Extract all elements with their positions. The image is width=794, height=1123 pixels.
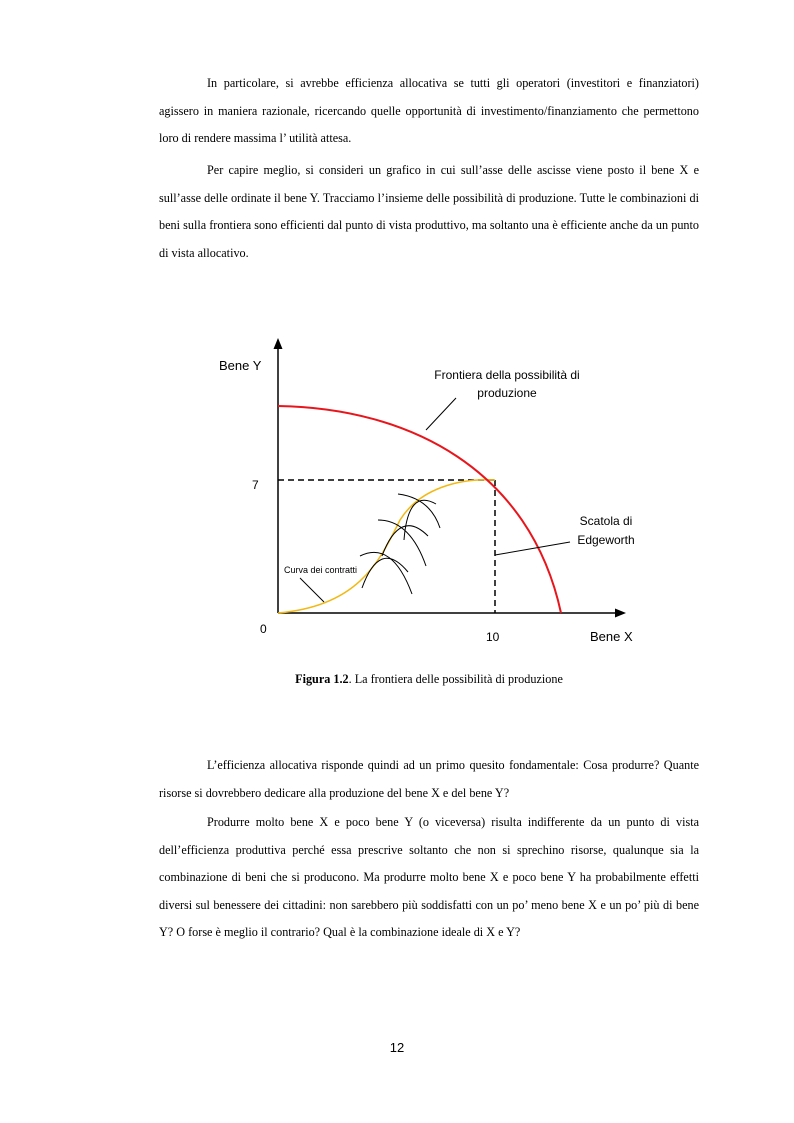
origin-label: 0 <box>260 622 267 636</box>
y-axis-label: Bene Y <box>219 358 262 373</box>
figure-caption <box>159 672 699 687</box>
box-label-line1: Scatola di <box>579 514 633 528</box>
x-tick-label: 10 <box>486 630 500 644</box>
indifference-curves <box>360 494 440 594</box>
caption-label: Figura 1.2 <box>295 672 349 686</box>
box-leader <box>495 542 570 555</box>
frontier-leader <box>426 398 456 430</box>
x-axis-arrow <box>615 609 626 618</box>
contract-leader <box>300 578 324 602</box>
page-number: 12 <box>389 1040 405 1055</box>
frontier-label-line1: Frontiera della possibilità di <box>434 368 580 382</box>
contract-curve-label: Curva dei contratti <box>284 565 358 575</box>
paragraph-3: L’efficienza allocativa risponde quindi ad un primo quesito fondamentale: Cosa produrre? Quante risorse si dovrebbero dedicare alla produzione del bene X e del bene Y? <box>159 758 699 800</box>
x-axis-label: Bene X <box>590 629 633 644</box>
box-label-line2: Edgeworth <box>577 533 635 547</box>
y-tick-label: 7 <box>252 478 259 492</box>
frontier-label-line2: produzione <box>477 386 537 400</box>
frontier-curve <box>278 406 561 613</box>
paragraph-4: Produrre molto bene X e poco bene Y (o viceversa) risulta indifferente da un punto di vista dell’efficienza produttiva perché essa prescrive soltanto che non si sprechino risorse, qualunque sia la combinazione di beni che si producono. Ma produrre molto bene X e poco bene Y ha probabilmente effetti diversi sul benessere dei cittadini: non sarebbero più soddisfatti con un po’ meno bene X e un po’ più di bene Y? O forse è meglio il contrario? Qual è la combinazione ideale di X e Y? <box>159 815 699 939</box>
y-axis-arrow <box>274 338 283 349</box>
paragraph-2: Per capire meglio, si consideri un grafico in cui sull’asse delle ascisse viene posto il bene X e sull’asse delle ordinate il bene Y. Tracciamo l’insieme delle possibilità di produzione. Tutte le combinazioni di beni sulla frontiera sono efficienti dal punto di vista produttivo, ma soltanto una è efficiente anche da un punto di vista allocativo. <box>159 163 699 260</box>
caption-text: . La frontiera delle possibilità di produzione <box>348 672 563 686</box>
paragraph-1: In particolare, si avrebbe efficienza allocativa se tutti gli operatori (investitori e finanziatori) agissero in maniera razionale, ricercando quelle opportunità di investimento/finanziamento che permettono loro di rendere massima l’ utilità attesa. <box>159 76 699 145</box>
